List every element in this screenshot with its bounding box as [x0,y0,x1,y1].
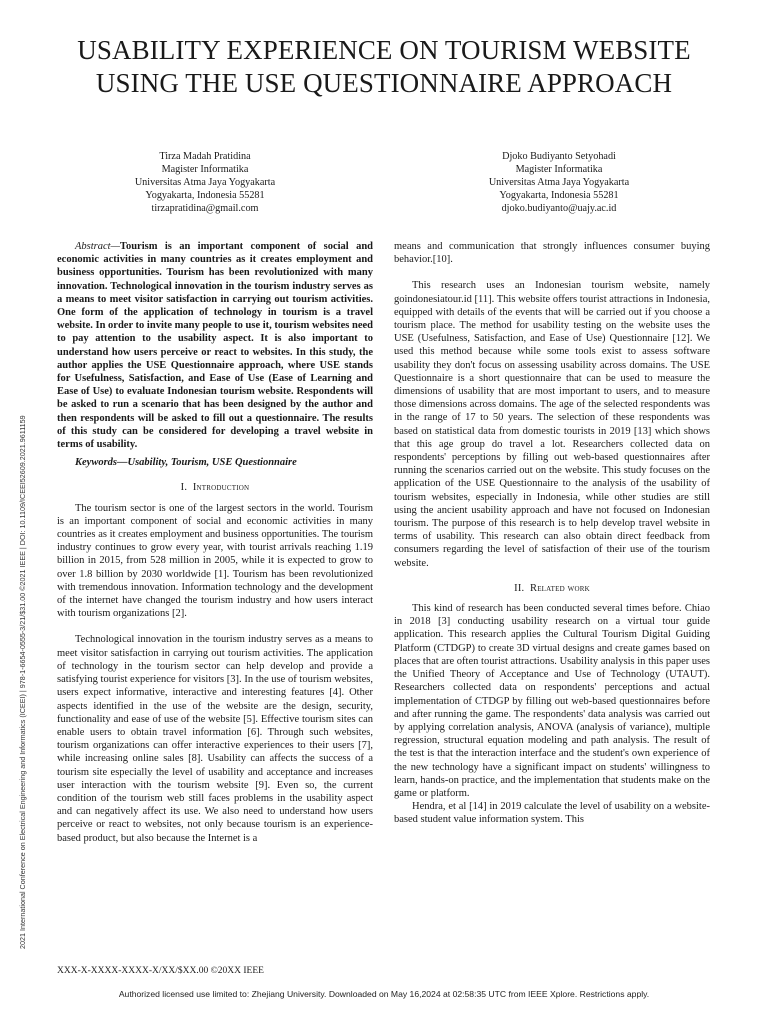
author-name: Djoko Budiyanto Setyohadi [502,151,616,162]
keywords: Keywords—Usability, Tourism, USE Questionnaire [75,457,297,469]
conference-sidebar [16,293,32,953]
paper-title: USABILITY EXPERIENCE ON TOURISM WEBSITE USING THE USE QUESTIONNAIRE APPROACH [77,35,691,98]
license-notice: Authorized licensed use limited to: Zhejiang University. Downloaded on May 16,2024 at 02:58:35 UTC from IEEE Xplore. Restrictions apply. [118,989,650,999]
copyright-code: XXX-X-XXXX-XXXX-X/XX/$XX.00 ©20XX IEEE [57,966,264,976]
abstract [57,240,373,451]
related-work-paragraph-1: This kind of research has been conducted several times before. Chiao in 2018 [3] conducting usability research on a virtual tour guide application. This research applies the Cultural Tourism Digital Guiding Platform (CTDGP) to create 3D virtual designs and create games based on places that are often tourist attractions. Usability analysis in this paper uses the Unified Theory of Acceptance and Use of Technology (UTAUT). Researchers collected data on respondents' perceptions and actual implementation of CTDGP by filling out web-based questionnaires before and after running the game. The respondents' data analysis was carried out by applying correlation analysis, ANOVA (analysis of variance), multiple regression, structural equation modeling and path analysis. The result of the test is that the interaction interface and the student's own experience of the new technology have a significant impact on students' willingness to learn, hands-on practice, and the implementation that students make on the game or platform. [394,603,710,799]
abstract-label: Abstract— [75,241,120,252]
related-work-paragraph-2: Hendra, et al [14] in 2019 calculate the level of usability on a website-based student value information system. This [394,801,710,826]
conference-doi-text: 2021 International Conference on Electrical Engineering and Informatics (ICEEI) | 978-1-6654-0555-3/21/$31.00 ©2021 IEEE | DOI: 10.1109/ICEEI52609.2021.9611159 [18,415,27,949]
author-university: Universitas Atma Jaya Yogyakarta [134,177,276,188]
author-department: Magister Informatika [161,164,249,175]
author-name: Tirza Madah Pratidina [159,151,251,162]
author-university: Universitas Atma Jaya Yogyakarta [488,177,630,188]
right-column [394,240,710,827]
author-block-1 [80,150,330,215]
continuation-paragraph: means and communication that strongly influences consumer buying behavior.[10]. [394,241,710,266]
introduction-paragraph-2: Technological innovation in the tourism industry serves as a means to meet visitor satisfaction in carrying out tourism activities. The application of technology in the tourism sector can help develop and provide a satisfying tourist experience for visitors [3]. In the use of tourism websites, users expect informative, interactive and interesting features [4]. Other aspects identified in the use of the website are the design, security, functionality and ease of use of the website [5]. Effective tourism sites can enable users to obtain travel information [6]. Through such websites, tourism organizations can offer interactive experiences to their users [7], while increasing online sales [8]. Usability can affects the success of a tourism site especially the level of usability and acceptance and increases user interaction with the tourism website [9]. Even so, the current condition of the tourism web still faces problems in the usability aspect and can negatively affect its use. We also need to understand how users perceive or react to websites, not only because tourism is an experience-based product, but also because the Internet is a [57,634,373,844]
left-column [57,240,373,845]
introduction-paragraph-1: The tourism sector is one of the largest sectors in the world. Tourism is an important component of social and economic activities in many countries as it creates employment and business opportunities. The tourism industry continues to grow every year, with tourist arrivals reaching 1.19 billion in 2015, from 528 million in 2005, while it is expected to grow to over 1.8 billion by 2030 worldwide [1]. Tourism has been revolutionized with tremendous innovation. Information technology and the development of the internet have changed the tourism industry and how users interact with tourism organizations [2]. [57,502,373,620]
section-number: II. [514,582,525,594]
author-city: Yogyakarta, Indonesia 55281 [145,190,265,201]
author-email: djoko.budiyanto@uajy.ac.id [501,203,617,214]
author-city: Yogyakarta, Indonesia 55281 [499,190,619,201]
introduction-paragraph-3: This research uses an Indonesian tourism website, namely goindonesiatour.id [11]. This website offers tourist attractions in Indonesia, equipped with details of the events that will be carried out if you choose a tourism place. The method for usability testing on the website uses the USE (Usefulness, Satisfaction, and Ease of Use) Questionnaire [12]. We used this method because while some tools exist to assess software usability they don't focus on assessing usability across domains. The USE Questionnaire is a short questionnaire that can be used to measure the dimensions of usability that are most important to users, and to measure those dimensions across domains. The age of the selected respondents was in the range of 17 to 50 years. The selection of these respondents was based on statistical data from domestic tourists in 2019 [13] which shows that this age group do travel a lot. Researchers collected data on respondents' perceptions by filling out web-based questionnaires after running the scenarios carried out on the website. This study focuses on the application of the USE Questionnaire to the analysis of the usability of tourism websites, especially in Indonesia, while other studies are still using the ancient usability approach and have not focused on Indonesian tourism. The purpose of this research is to help develop travel website in terms of usability. This research can also obtain direct feedback from consumers regarding the level of satisfaction of their use of the tourism website. [394,280,710,569]
section-title: Related work [530,582,590,594]
section-title: Introduction [192,482,250,494]
author-block-2 [434,150,684,215]
section-heading-introduction [57,481,373,494]
abstract-text: Tourism is an important component of social and economic activities in many countries as it creates employment and business opportunities. Tourism has been revolutionized with many innovation. Technological innovation in the tourism industry serves as a means to meet visitor satisfaction in carrying out tourism activities. One form of the application of technology in tourism is a travel website. In order to invite many people to use it, tourism websites need to pay attention to the usability aspect. It is also important to understand how users perceive or react to websites. In this study, the author applies the USE Questionnaire approach, where USE stands for Usefulness, Satisfaction, and Ease of Use (Ease of Learning and Ease of Use) to evaluate Indonesian tourism website. Respondents will be asked to run a scenario that has been designed by the author and then respondents will be asked to fill out a questionnaire. The results of this study can be considered for developing a travel website in terms of usability. [57,241,373,451]
author-email: tirzapratidina@gmail.com [151,203,259,214]
section-heading-related-work [394,582,710,595]
section-number: I. [180,482,188,494]
author-department: Magister Informatika [515,164,603,175]
